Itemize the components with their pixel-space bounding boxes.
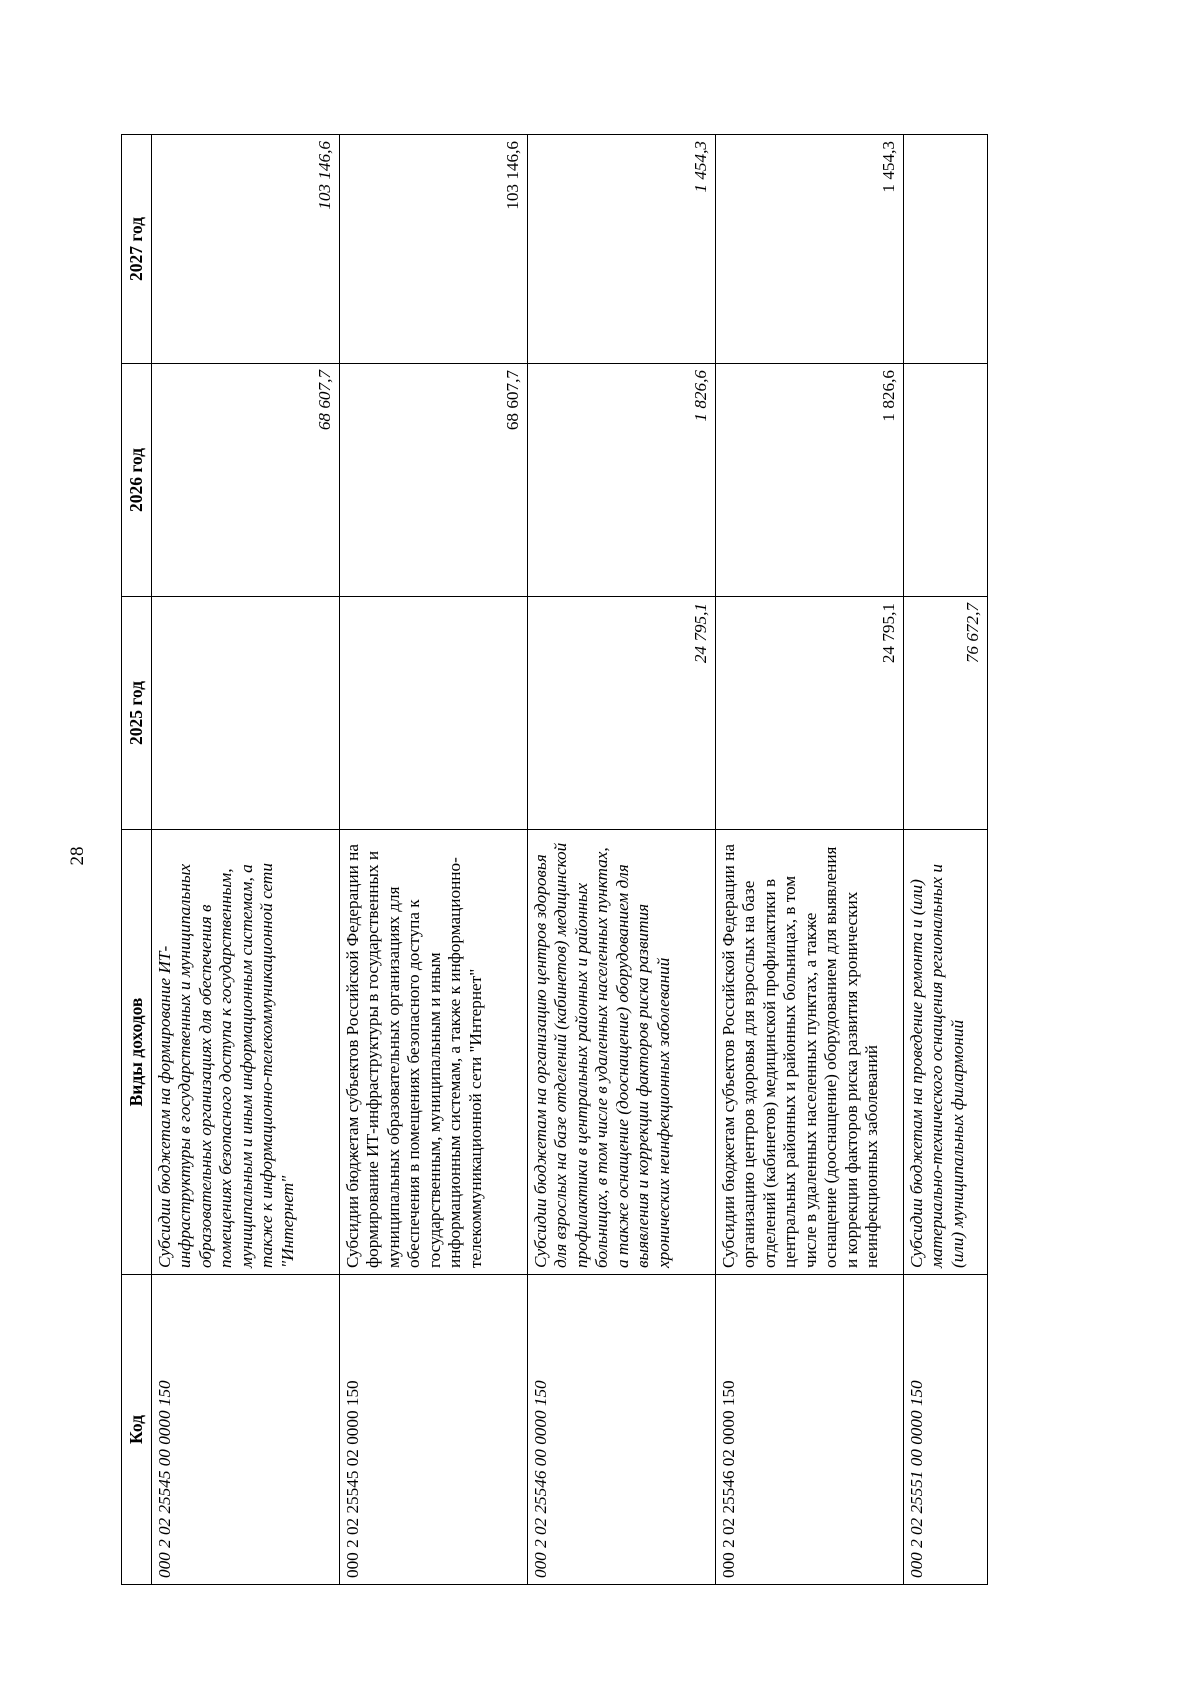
row-value-2026: 68 607,7 xyxy=(340,364,528,597)
table-header-row xyxy=(122,135,152,1585)
row-code: 000 2 02 25545 00 0000 150 xyxy=(152,1275,340,1585)
row-value-2025: 24 795,1 xyxy=(716,597,904,830)
row-value-2026 xyxy=(904,364,988,597)
row-revenue-type: Субсидии бюджетам на организацию центров здоровья для взрослых на базе отделений (кабинетов) медицинской профилактики в центральных районных и районных больницах, в том числе в удаленных населенных пунктах, а также оснащение (дооснащение) оборудованием для выявления и коррекции факторов риска развития хронических неинфекционных заболеваний xyxy=(528,830,716,1275)
row-value-2027: 1 454,3 xyxy=(528,135,716,364)
header-year-2027: 2027 год xyxy=(122,135,152,364)
row-value-2025: 24 795,1 xyxy=(528,597,716,830)
row-value-2026: 1 826,6 xyxy=(528,364,716,597)
row-code: 000 2 02 25551 00 0000 150 xyxy=(904,1275,988,1585)
row-value-2025 xyxy=(340,597,528,830)
row-value-2027: 1 454,3 xyxy=(716,135,904,364)
row-revenue-type: Субсидии бюджетам субъектов Российской Федерации на организацию центров здоровья для взрослых на базе отделений (кабинетов) медицинской профилактики в центральных районных и районных больницах, в том числе в удаленных населенных пунктах, а также оснащение (дооснащение) оборудованием для выявления и коррекции факторов риска развития хронических неинфекционных заболеваний xyxy=(716,830,904,1275)
row-code: 000 2 02 25546 02 0000 150 xyxy=(716,1275,904,1585)
header-year-2026: 2026 год xyxy=(122,364,152,597)
header-revenue-type: Виды доходов xyxy=(122,830,152,1275)
row-value-2027 xyxy=(904,135,988,364)
row-code: 000 2 02 25545 02 0000 150 xyxy=(340,1275,528,1585)
page-number: 28 xyxy=(67,846,88,866)
row-value-2026: 68 607,7 xyxy=(152,364,340,597)
row-value-2025 xyxy=(152,597,340,830)
row-value-2027: 103 146,6 xyxy=(152,135,340,364)
row-value-2027: 103 146,6 xyxy=(340,135,528,364)
row-revenue-type: Субсидии бюджетам на проведение ремонта и (или) материально-технического оснащения региональных и (или) муниципальных филармоний xyxy=(904,830,988,1275)
header-code: Код xyxy=(122,1275,152,1585)
table-row xyxy=(340,135,528,1585)
rotated-table-container xyxy=(121,135,988,1585)
revenue-table xyxy=(121,134,988,1585)
table-row xyxy=(716,135,904,1585)
row-value-2025: 76 672,7 xyxy=(904,597,988,830)
table-row xyxy=(528,135,716,1585)
table-row xyxy=(904,135,988,1585)
row-value-2026: 1 826,6 xyxy=(716,364,904,597)
row-revenue-type: Субсидии бюджетам на формирование ИТ-инфраструктуры в государственных и муниципальных образовательных организациях для обеспечения в помещениях безопасного доступа к государственным, муниципальным и иным информационным системам, а также к информационно-телекоммуникационной сети "Интернет" xyxy=(152,830,340,1275)
row-revenue-type: Субсидии бюджетам субъектов Российской Федерации на формирование ИТ-инфраструктуры в государственных и муниципальных образовательных организациях для обеспечения в помещениях безопасного доступа к государственным, муниципальным и иным информационным системам, а также к информационно-телекоммуникационной сети "Интернет" xyxy=(340,830,528,1275)
header-year-2025: 2025 год xyxy=(122,597,152,830)
row-code: 000 2 02 25546 00 0000 150 xyxy=(528,1275,716,1585)
table-row xyxy=(152,135,340,1585)
